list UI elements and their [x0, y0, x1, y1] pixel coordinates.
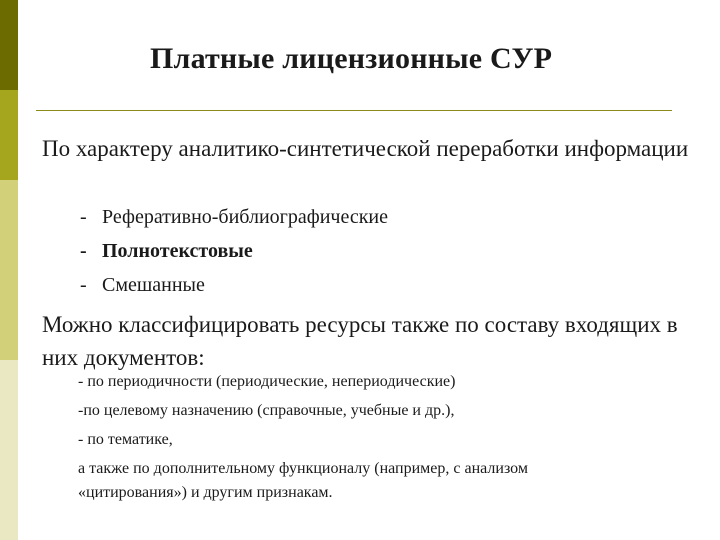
title-divider	[36, 110, 672, 111]
sub-line-other: «цитирования») и другим признакам.	[78, 484, 333, 501]
side-bar-mid-segment	[0, 90, 18, 180]
sub-line-periodicity: - по периодичности (периодические, непериодические)	[78, 373, 456, 390]
sub-line-topic: - по тематике,	[78, 431, 173, 448]
bullet-marker: -	[80, 206, 87, 228]
bullet-item-mixed	[80, 274, 205, 297]
sub-line-purpose: -по целевому назначению (справочные, учебные и др.),	[78, 402, 455, 419]
sub-line-functionality: а также по дополнительному функционалу (например, с анализом	[78, 460, 528, 477]
bullet-label: Реферативно-библиографические	[102, 206, 389, 228]
bullet-label: Смешанные	[102, 274, 205, 296]
classification-paragraph: По характеру аналитико-синтетической переработки информации	[42, 136, 689, 161]
side-bar-dark-segment	[0, 0, 18, 90]
bullet-marker: -	[80, 274, 87, 296]
composition-paragraph: Можно классифицировать ресурсы также по составу входящих в них документов:	[42, 312, 678, 370]
side-bar-pale-segment	[0, 360, 18, 540]
slide-title: Платные лицензионные СУР	[150, 42, 553, 75]
bullet-item-abstract	[80, 206, 388, 229]
bullet-item-fulltext	[80, 240, 253, 263]
side-bar-light-segment	[0, 180, 18, 360]
bullet-marker: -	[80, 240, 87, 262]
bullet-label: Полнотекстовые	[102, 240, 253, 262]
